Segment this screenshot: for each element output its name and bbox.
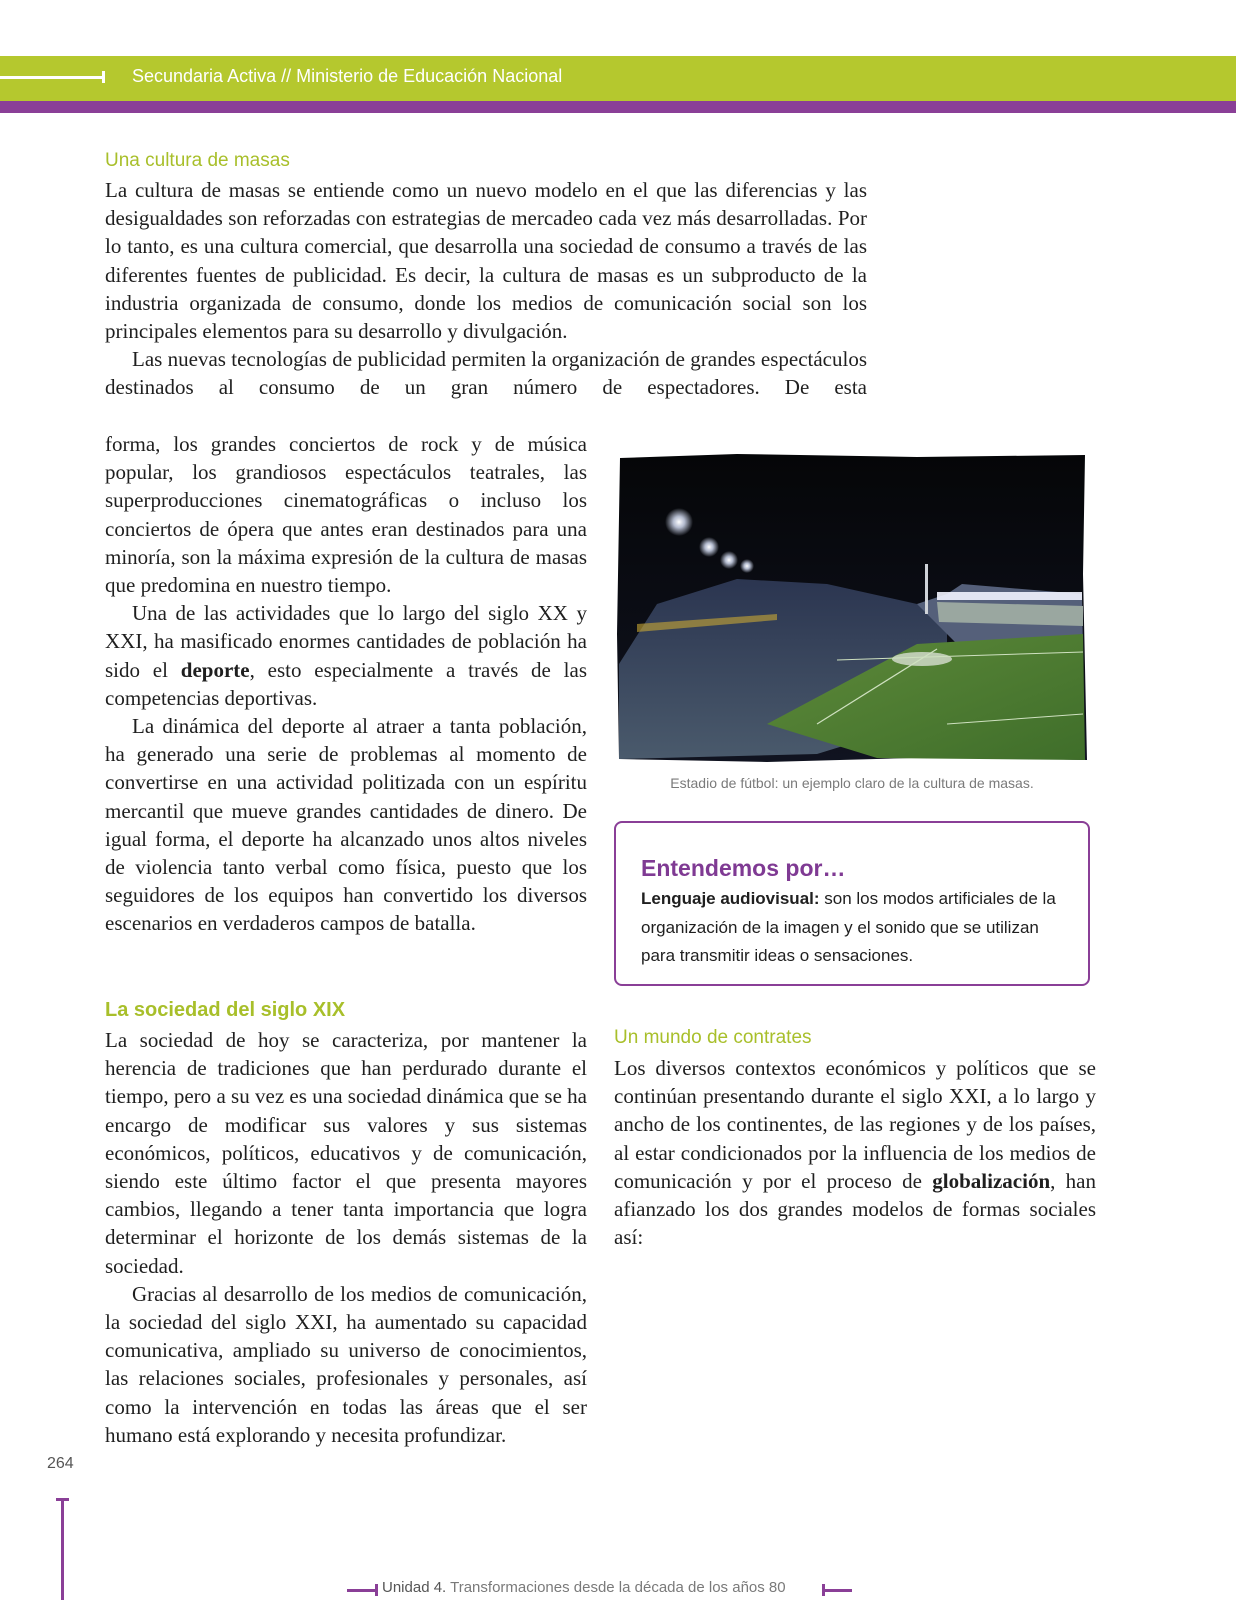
- definition-text: Lenguaje audiovisual: son los modos artificiales de la organización de la imagen y el sonido que se utilizan para transmitir ideas o sensaciones.: [641, 889, 1056, 965]
- bold-term-globalizacion: globalización: [932, 1168, 1051, 1193]
- definition-title: Entendemos por…: [641, 855, 846, 881]
- footer-unit-label: Unidad 4.: [382, 1579, 447, 1596]
- section-heading-cultura-de-masas: Una cultura de masas: [105, 150, 290, 171]
- paragraph: Gracias al desarrollo de los medios de comunicación, la sociedad del siglo XXI, ha aumentado su capacidad comunicativa, ampliado su universo de conocimientos, las relaciones sociales, profesionales y personales, así como la intervención en todas las áreas que el ser humano está explorando y necesita profundizar.: [105, 1281, 587, 1447]
- photo-caption: Estadio de fútbol: un ejemplo claro de la cultura de masas.: [670, 775, 1034, 791]
- page-number: 264: [47, 1455, 74, 1472]
- paragraph: Las nuevas tecnologías de publicidad permiten la organización de grandes espectáculos destinados al consumo de un gran número de espectadores. De esta: [105, 347, 867, 400]
- paragraph: La sociedad de hoy se caracteriza, por mantener la herencia de tradiciones que han perdurado durante el tiempo, pero a su vez es una sociedad dinámica que se ha encargo de modificar sus valores y sus sistemas económicos, políticos, educativos y de comunicación, siendo este último factor el que presenta mayores cambios, llegando a tener tanta importancia que logra determinar el horizonte de los demás sistemas de la sociedad.: [105, 1028, 587, 1278]
- bold-term-deporte: deporte: [180, 657, 250, 682]
- footer-rule-left: [347, 1589, 377, 1592]
- header-title: Secundaria Activa // Ministerio de Educación Nacional: [132, 66, 563, 86]
- paragraph: forma, los grandes conciertos de rock y de música popular, los grandiosos espectáculos teatrales, las superproducciones cinematográficas o incluso los conciertos de ópera que antes eran destinados para una minoría, son la máxima expresión de la cultura de masas que predomina en nuestro tiempo.: [105, 432, 587, 598]
- section3-text: [614, 1054, 1096, 1251]
- margin-rule: [61, 1500, 64, 1600]
- stadium-photo: [617, 454, 1087, 762]
- header-rule: [0, 76, 104, 79]
- header-rule-tick: [102, 71, 105, 83]
- footer-rule-right: [822, 1589, 852, 1592]
- definition-term: Lenguaje audiovisual:: [641, 889, 820, 908]
- paragraph: La cultura de masas se entiende como un nuevo modelo en el que las diferencias y las desigualdades son reforzadas con estrategias de mercadeo cada vez más desarrolladas. Por lo tanto, es una cultura comercial, que desarrolla una sociedad de consumo a través de las diferentes fuentes de publicidad. Es decir, la cultura de masas es un subproducto de la industria organizada de consumo, donde los medios de comunicación social son los principales elementos para su desarrollo y divulgación.: [105, 178, 867, 344]
- section1-full-width-text: [105, 176, 867, 402]
- section1-column-text: [105, 430, 587, 938]
- section-heading-mundo-de-contrates: Un mundo de contrates: [614, 1027, 812, 1048]
- paragraph: Una de las actividades que lo largo del siglo XX y XXI, ha masificado enormes cantidades de población ha sido el deporte, esto especialmente a través de las competencias deportivas.: [105, 601, 587, 710]
- section2-text: [105, 1026, 587, 1449]
- paragraph: La dinámica del deporte al atraer a tanta población, ha generado una serie de problemas al momento de convertirse en una actividad politizada con un espíritu mercantil que mueve grandes cantidades de dinero. De igual forma, el deporte ha alcanzado unos altos niveles de violencia tanto verbal como física, puesto que los seguidores de los equipos han convertido los diversos escenarios en verdaderos campos de batalla.: [105, 714, 587, 936]
- footer-rule-left-tick: [375, 1584, 378, 1596]
- section-heading-sociedad-siglo-xix: La sociedad del siglo XIX: [105, 999, 346, 1021]
- header-accent-stripe: [0, 101, 1236, 113]
- footer-unit-title: Unidad 4. Transformaciones desde la década de los años 80: [382, 1579, 786, 1596]
- paragraph: Los diversos contextos económicos y políticos que se continúan presentando durante el siglo XXI, a lo largo y ancho de los continentes, de las regiones y de los países, al estar condicionados por la influencia de los medios de comunicación y por el proceso de globalización, han afianzado los dos grandes modelos de formas sociales así:: [614, 1056, 1096, 1250]
